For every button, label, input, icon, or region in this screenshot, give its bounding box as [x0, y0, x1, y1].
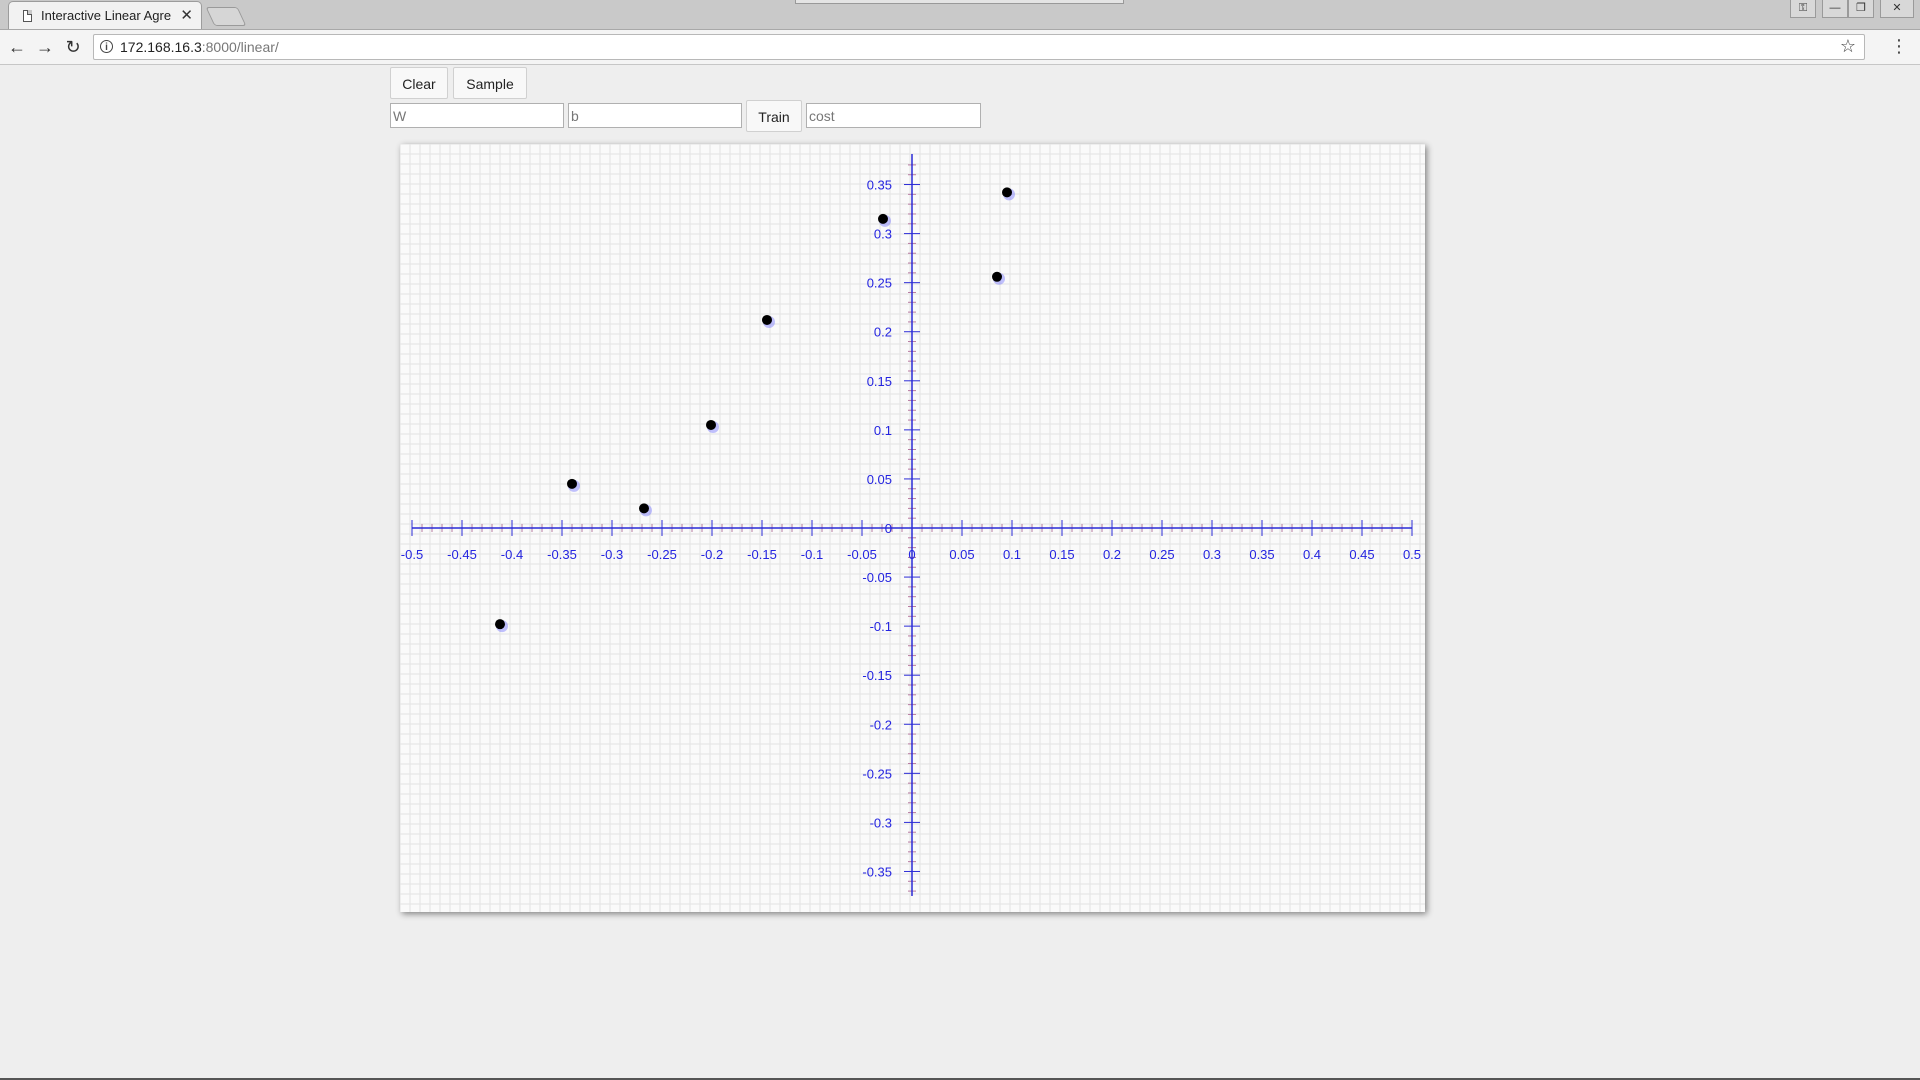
- info-icon[interactable]: i: [100, 40, 113, 53]
- new-tab-button[interactable]: [206, 7, 247, 26]
- y-tick-label: -0.1: [869, 619, 892, 635]
- close-tab-icon[interactable]: ✕: [180, 7, 193, 24]
- x-tick-label: 0.15: [1049, 547, 1075, 562]
- x-tick-label: 0.4: [1302, 547, 1322, 562]
- y-tick-label: 0.25: [866, 275, 892, 291]
- x-tick-label: -0.15: [747, 547, 777, 562]
- back-icon[interactable]: ←: [8, 37, 26, 57]
- x-tick-label: 0.1: [1002, 547, 1022, 562]
- reload-icon[interactable]: ↻: [65, 37, 81, 57]
- x-tick-label: 0.35: [1249, 547, 1275, 562]
- forward-icon[interactable]: →: [36, 37, 54, 57]
- y-tick-label: 0.15: [866, 373, 892, 389]
- url-host: 172.168.16.3: [120, 39, 202, 55]
- x-tick-label: 0.45: [1349, 547, 1375, 562]
- data-point: [992, 272, 1002, 282]
- x-tick-label: 0: [908, 547, 916, 562]
- popup-edge: [795, 0, 1124, 4]
- data-point: [495, 619, 505, 629]
- y-tick-label: -0.05: [862, 570, 892, 586]
- bookmark-star-icon[interactable]: ☆: [1839, 36, 1856, 56]
- data-point: [878, 214, 888, 224]
- tab-strip: [0, 0, 1920, 30]
- x-tick-label: 0.25: [1149, 547, 1175, 562]
- browser-toolbar: [0, 30, 1920, 65]
- cost-input[interactable]: [806, 103, 981, 128]
- x-tick-label: 0.5: [1402, 547, 1422, 562]
- x-tick-label: 0.3: [1202, 547, 1222, 562]
- y-tick-label: 0.35: [866, 177, 892, 193]
- x-tick-label: -0.4: [500, 547, 524, 562]
- x-tick-label: 0.2: [1102, 547, 1122, 562]
- profile-icon[interactable]: ⚿: [1790, 0, 1816, 18]
- y-tick-label: -0.2: [869, 717, 892, 733]
- b-input[interactable]: [568, 103, 742, 128]
- train-button[interactable]: Train: [746, 100, 802, 132]
- data-point: [1002, 187, 1012, 197]
- url-path: :8000/linear/: [201, 39, 279, 55]
- data-point: [639, 503, 649, 513]
- window-close-button[interactable]: ✕: [1880, 0, 1914, 18]
- x-tick-label: -0.1: [800, 547, 824, 562]
- data-point: [706, 420, 716, 430]
- sample-button[interactable]: Sample: [453, 67, 527, 99]
- data-point: [762, 315, 772, 325]
- minimize-button[interactable]: —: [1822, 0, 1848, 18]
- x-tick-label: -0.3: [600, 547, 624, 562]
- y-tick-label: -0.3: [869, 815, 892, 831]
- x-tick-label: -0.35: [547, 547, 577, 562]
- x-tick-label: -0.05: [847, 547, 877, 562]
- browser-tab[interactable]: [8, 1, 202, 29]
- w-input[interactable]: [390, 103, 564, 128]
- page-icon: [23, 10, 32, 22]
- scatter-plot[interactable]: [400, 144, 1425, 912]
- restore-button[interactable]: ❐: [1848, 0, 1874, 18]
- plot-canvas[interactable]: [400, 144, 1425, 912]
- menu-icon[interactable]: ⋮: [1890, 36, 1908, 56]
- y-tick-label: 0.3: [873, 226, 892, 242]
- tab-title: Interactive Linear Agre: [41, 8, 172, 23]
- data-point: [567, 479, 577, 489]
- url-text: [120, 39, 279, 55]
- y-tick-label: 0.05: [866, 471, 892, 487]
- address-bar[interactable]: [93, 34, 1865, 60]
- x-tick-label: -0.45: [447, 547, 477, 562]
- x-tick-label: -0.25: [647, 547, 677, 562]
- x-tick-label: -0.5: [400, 547, 424, 562]
- y-tick-label: 0: [884, 521, 892, 536]
- y-tick-label: 0.2: [873, 324, 892, 340]
- y-tick-label: -0.25: [862, 766, 892, 782]
- x-tick-label: -0.2: [700, 547, 724, 562]
- x-tick-label: 0.05: [949, 547, 975, 562]
- y-tick-label: -0.35: [862, 864, 892, 880]
- y-tick-label: 0.1: [873, 422, 892, 438]
- y-tick-label: -0.15: [862, 668, 892, 684]
- clear-button[interactable]: Clear: [390, 67, 448, 99]
